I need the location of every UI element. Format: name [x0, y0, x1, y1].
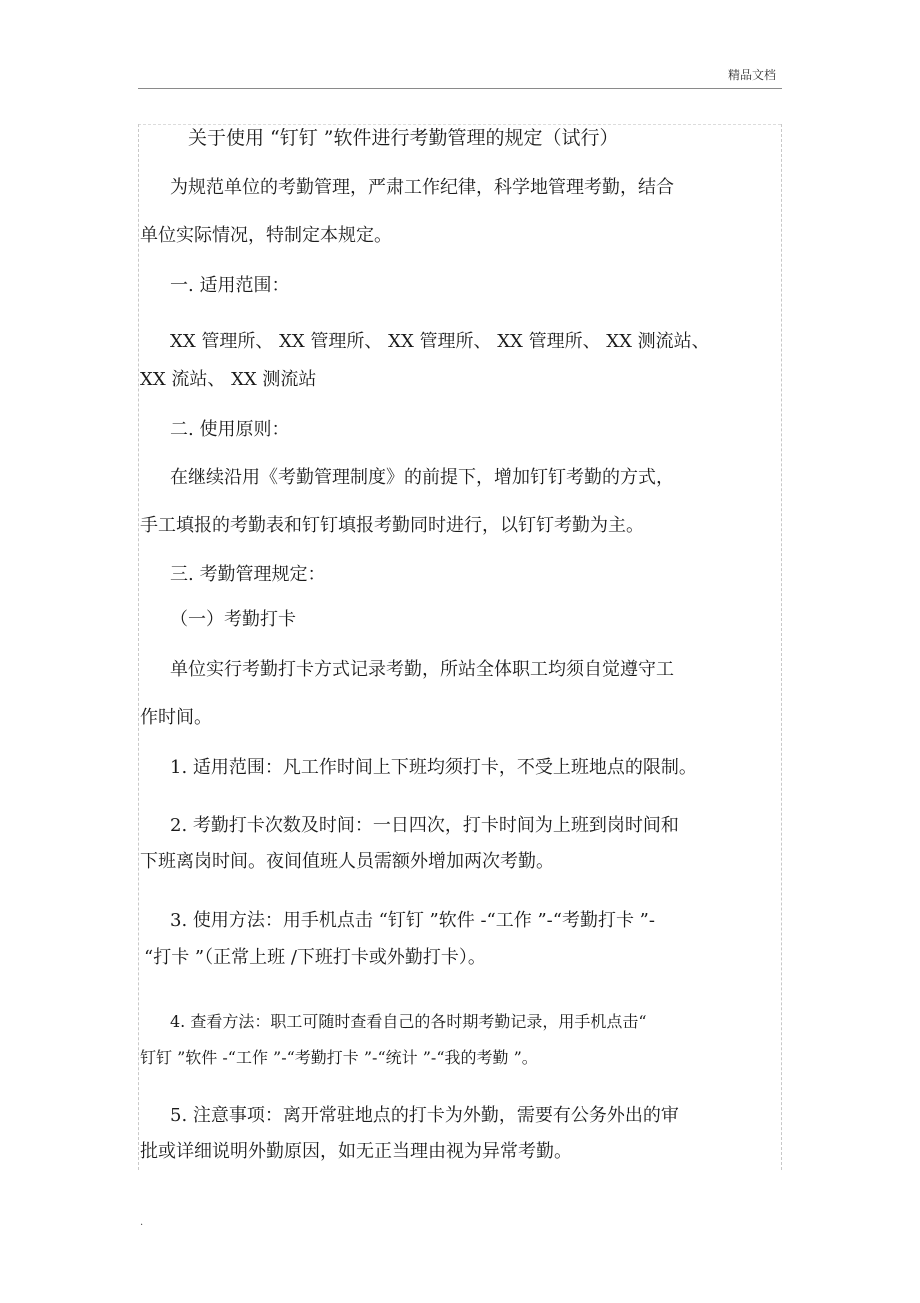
item4-line-2: 钉钉 ”软件 -“工作 ”-“考勤打卡 ”-“统计 ”-“我的考勤 ”。 [140, 1048, 538, 1067]
page-frame-top [138, 124, 781, 125]
section1-line-1: XX 管理所、 XX 管理所、 XX 管理所、 XX 管理所、 XX 测流站、 [170, 331, 710, 352]
item3-line-1: 3. 使用方法：用手机点击 “钉钉 ”软件 -“工作 ”-“考勤打卡 ”- [170, 910, 655, 931]
section3-heading: 三. 考勤管理规定： [170, 564, 326, 585]
intro-line-1: 为规范单位的考勤管理，严肃工作纪律，科学地管理考勤，结合 [170, 177, 674, 198]
item4-line-1: 4. 查看方法：职工可随时查看自己的各时期考勤记录，用手机点击“ [170, 1012, 647, 1031]
section2-line-2: 手工填报的考勤表和钉钉填报考勤同时进行，以钉钉考勤为主。 [140, 515, 644, 536]
item1-line-1: 1. 适用范围：凡工作时间上下班均须打卡，不受上班地点的限制。 [170, 757, 697, 778]
subsection1-line-1: 单位实行考勤打卡方式记录考勤，所站全体职工均须自觉遵守工 [170, 659, 674, 680]
footer-dot: . [140, 1217, 144, 1228]
item3-line-2: “打卡 ”（正常上班 /下班打卡或外勤打卡）。 [144, 947, 486, 968]
item5-line-2: 批或详细说明外勤原因，如无正当理由视为异常考勤。 [140, 1141, 572, 1162]
section2-line-1: 在继续沿用《考勤管理制度》的前提下，增加钉钉考勤的方式， [170, 467, 674, 488]
item2-line-2: 下班离岗时间。夜间值班人员需额外增加两次考勤。 [140, 851, 554, 872]
intro-line-2: 单位实际情况，特制定本规定。 [140, 225, 392, 246]
section1-heading: 一. 适用范围： [170, 275, 290, 296]
document-title: 关于使用 “钉钉 ”软件进行考勤管理的规定（试行） [188, 127, 619, 149]
subsection1-heading: （一）考勤打卡 [170, 609, 296, 630]
page-frame-left [138, 124, 139, 1170]
section1-line-2: XX 流站、 XX 测流站 [140, 369, 317, 390]
section2-heading: 二. 使用原则： [170, 419, 290, 440]
page-header-label: 精品文档 [728, 68, 777, 82]
header-rule [138, 88, 782, 89]
item2-line-1: 2. 考勤打卡次数及时间：一日四次，打卡时间为上班到岗时间和 [170, 815, 679, 836]
subsection1-line-2: 作时间。 [140, 707, 212, 728]
page-frame-right [781, 124, 782, 1170]
item5-line-1: 5. 注意事项：离开常驻地点的打卡为外勤，需要有公务外出的审 [170, 1105, 679, 1126]
